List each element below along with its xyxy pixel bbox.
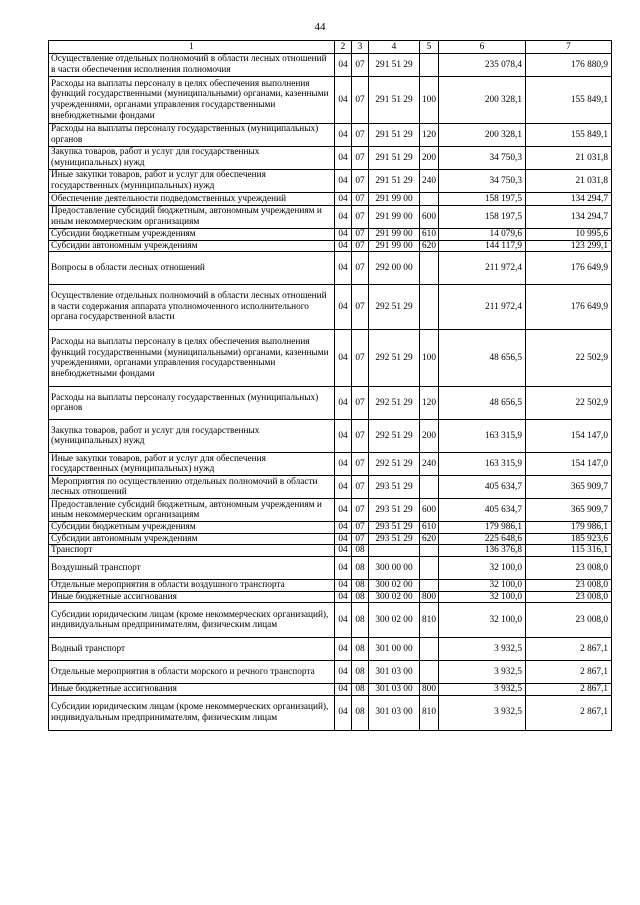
row-amount-col6: 34 750,3 bbox=[439, 170, 526, 193]
row-amount-col6: 48 656,5 bbox=[439, 387, 526, 420]
table-row bbox=[49, 124, 612, 147]
row-amount-col7: 155 849,1 bbox=[526, 124, 612, 147]
row-expense-type bbox=[420, 285, 439, 330]
row-amount-col7: 134 294,7 bbox=[526, 193, 612, 206]
row-target-article: 292 51 29 bbox=[369, 453, 420, 476]
row-section: 04 bbox=[335, 147, 352, 170]
row-expense-type bbox=[420, 193, 439, 206]
row-expense-type: 800 bbox=[420, 591, 439, 603]
row-amount-col6: 158 197,5 bbox=[439, 206, 526, 229]
row-amount-col6: 144 117,9 bbox=[439, 240, 526, 252]
row-section: 04 bbox=[335, 193, 352, 206]
table-row bbox=[49, 170, 612, 193]
row-expense-type: 800 bbox=[420, 684, 439, 696]
row-amount-col6: 3 932,5 bbox=[439, 661, 526, 684]
row-section: 04 bbox=[335, 695, 352, 730]
row-expense-type: 240 bbox=[420, 170, 439, 193]
row-section: 04 bbox=[335, 603, 352, 638]
row-expense-type bbox=[420, 252, 439, 285]
row-name: Предоставление субсидий бюджетным, автономным учреждениям и иным некоммерческим организациям bbox=[49, 499, 335, 522]
table-row bbox=[49, 476, 612, 499]
row-amount-col6: 32 100,0 bbox=[439, 591, 526, 603]
row-subsection: 08 bbox=[352, 545, 369, 557]
table-row bbox=[49, 695, 612, 730]
row-section: 04 bbox=[335, 499, 352, 522]
row-subsection: 07 bbox=[352, 453, 369, 476]
row-amount-col6: 136 376,8 bbox=[439, 545, 526, 557]
budget-table bbox=[48, 40, 612, 731]
row-section: 04 bbox=[335, 124, 352, 147]
row-subsection: 07 bbox=[352, 499, 369, 522]
table-row bbox=[49, 603, 612, 638]
row-amount-col6: 235 078,4 bbox=[439, 54, 526, 77]
header-row bbox=[49, 41, 612, 54]
row-amount-col7: 2 867,1 bbox=[526, 638, 612, 661]
column-header: 3 bbox=[352, 41, 369, 54]
table-row bbox=[49, 638, 612, 661]
row-name: Водный транспорт bbox=[49, 638, 335, 661]
row-target-article: 292 51 29 bbox=[369, 285, 420, 330]
row-amount-col7: 23 008,0 bbox=[526, 591, 612, 603]
row-target-article: 291 51 29 bbox=[369, 77, 420, 124]
table-row bbox=[49, 522, 612, 534]
row-target-article: 300 02 00 bbox=[369, 591, 420, 603]
row-target-article: 291 99 00 bbox=[369, 193, 420, 206]
row-amount-col6: 3 932,5 bbox=[439, 684, 526, 696]
row-expense-type: 200 bbox=[420, 420, 439, 453]
row-name: Обеспечение деятельности подведомственных учреждений bbox=[49, 193, 335, 206]
row-subsection: 07 bbox=[352, 330, 369, 387]
row-expense-type: 620 bbox=[420, 240, 439, 252]
table-row bbox=[49, 77, 612, 124]
row-name: Осуществление отдельных полномочий в области лесных отношений в части содержания аппарата уполномоченного исполнительного органа государственной власти bbox=[49, 285, 335, 330]
table-row bbox=[49, 420, 612, 453]
row-target-article: 291 51 29 bbox=[369, 147, 420, 170]
row-section: 04 bbox=[335, 240, 352, 252]
row-section: 04 bbox=[335, 661, 352, 684]
row-section: 04 bbox=[335, 533, 352, 545]
column-header: 2 bbox=[335, 41, 352, 54]
table-row bbox=[49, 579, 612, 591]
row-subsection: 07 bbox=[352, 206, 369, 229]
row-amount-col6: 3 932,5 bbox=[439, 695, 526, 730]
row-amount-col7: 23 008,0 bbox=[526, 579, 612, 591]
row-target-article: 291 51 29 bbox=[369, 54, 420, 77]
row-section: 04 bbox=[335, 522, 352, 534]
row-subsection: 07 bbox=[352, 533, 369, 545]
row-expense-type: 610 bbox=[420, 522, 439, 534]
row-target-article: 293 51 29 bbox=[369, 476, 420, 499]
row-expense-type: 120 bbox=[420, 387, 439, 420]
row-section: 04 bbox=[335, 591, 352, 603]
column-header: 4 bbox=[369, 41, 420, 54]
table-row bbox=[49, 193, 612, 206]
row-expense-type bbox=[420, 579, 439, 591]
row-amount-col6: 163 315,9 bbox=[439, 420, 526, 453]
row-expense-type bbox=[420, 54, 439, 77]
row-expense-type: 810 bbox=[420, 603, 439, 638]
row-target-article: 291 99 00 bbox=[369, 240, 420, 252]
table-row bbox=[49, 252, 612, 285]
table-row bbox=[49, 206, 612, 229]
row-amount-col6: 405 634,7 bbox=[439, 499, 526, 522]
row-target-article: 293 51 29 bbox=[369, 499, 420, 522]
row-expense-type: 120 bbox=[420, 124, 439, 147]
row-amount-col6: 158 197,5 bbox=[439, 193, 526, 206]
row-subsection: 07 bbox=[352, 124, 369, 147]
row-subsection: 08 bbox=[352, 556, 369, 579]
row-section: 04 bbox=[335, 684, 352, 696]
row-target-article: 300 00 00 bbox=[369, 556, 420, 579]
row-amount-col7: 2 867,1 bbox=[526, 684, 612, 696]
row-amount-col6: 32 100,0 bbox=[439, 556, 526, 579]
row-expense-type: 610 bbox=[420, 229, 439, 241]
row-expense-type bbox=[420, 556, 439, 579]
table-row bbox=[49, 330, 612, 387]
row-amount-col6: 163 315,9 bbox=[439, 453, 526, 476]
row-subsection: 08 bbox=[352, 579, 369, 591]
table-row bbox=[49, 229, 612, 241]
row-amount-col6: 225 648,6 bbox=[439, 533, 526, 545]
row-subsection: 07 bbox=[352, 476, 369, 499]
row-amount-col7: 179 986,1 bbox=[526, 522, 612, 534]
row-target-article: 300 02 00 bbox=[369, 579, 420, 591]
row-amount-col7: 23 008,0 bbox=[526, 603, 612, 638]
row-target-article: 301 00 00 bbox=[369, 638, 420, 661]
row-target-article: 291 99 00 bbox=[369, 206, 420, 229]
row-amount-col7: 23 008,0 bbox=[526, 556, 612, 579]
row-expense-type: 200 bbox=[420, 147, 439, 170]
row-subsection: 07 bbox=[352, 522, 369, 534]
row-section: 04 bbox=[335, 420, 352, 453]
row-target-article: 301 03 00 bbox=[369, 684, 420, 696]
row-target-article bbox=[369, 545, 420, 557]
row-section: 04 bbox=[335, 638, 352, 661]
row-subsection: 07 bbox=[352, 54, 369, 77]
row-name: Отдельные мероприятия в области морского и речного транспорта bbox=[49, 661, 335, 684]
row-subsection: 07 bbox=[352, 387, 369, 420]
row-amount-col7: 123 299,1 bbox=[526, 240, 612, 252]
row-amount-col7: 154 147,0 bbox=[526, 420, 612, 453]
table-row bbox=[49, 54, 612, 77]
table-row bbox=[49, 533, 612, 545]
row-expense-type bbox=[420, 545, 439, 557]
row-name: Расходы на выплаты персоналу в целях обеспечения выполнения функций государственными (муниципальными) органами, казенными учреждениями, органами управления государственными внебюджетными фондами bbox=[49, 77, 335, 124]
row-name: Расходы на выплаты персоналу государственных (муниципальных) органов bbox=[49, 387, 335, 420]
row-target-article: 291 51 29 bbox=[369, 170, 420, 193]
column-header: 6 bbox=[439, 41, 526, 54]
row-section: 04 bbox=[335, 252, 352, 285]
row-target-article: 293 51 29 bbox=[369, 522, 420, 534]
row-expense-type bbox=[420, 661, 439, 684]
row-subsection: 07 bbox=[352, 420, 369, 453]
row-subsection: 07 bbox=[352, 229, 369, 241]
row-amount-col6: 34 750,3 bbox=[439, 147, 526, 170]
table-row bbox=[49, 556, 612, 579]
row-name: Предоставление субсидий бюджетным, автономным учреждениям и иным некоммерческим организациям bbox=[49, 206, 335, 229]
row-section: 04 bbox=[335, 330, 352, 387]
row-amount-col7: 176 649,9 bbox=[526, 252, 612, 285]
row-section: 04 bbox=[335, 229, 352, 241]
row-subsection: 08 bbox=[352, 638, 369, 661]
row-section: 04 bbox=[335, 387, 352, 420]
column-header: 5 bbox=[420, 41, 439, 54]
row-expense-type: 600 bbox=[420, 499, 439, 522]
row-amount-col6: 179 986,1 bbox=[439, 522, 526, 534]
row-target-article: 293 51 29 bbox=[369, 533, 420, 545]
column-header: 1 bbox=[49, 41, 335, 54]
row-amount-col7: 176 880,9 bbox=[526, 54, 612, 77]
row-amount-col6: 32 100,0 bbox=[439, 579, 526, 591]
table-row bbox=[49, 147, 612, 170]
row-subsection: 08 bbox=[352, 661, 369, 684]
row-expense-type: 810 bbox=[420, 695, 439, 730]
table-row bbox=[49, 499, 612, 522]
row-section: 04 bbox=[335, 556, 352, 579]
row-expense-type: 600 bbox=[420, 206, 439, 229]
row-expense-type bbox=[420, 476, 439, 499]
row-section: 04 bbox=[335, 476, 352, 499]
row-subsection: 07 bbox=[352, 240, 369, 252]
row-subsection: 07 bbox=[352, 252, 369, 285]
row-amount-col7: 2 867,1 bbox=[526, 695, 612, 730]
row-amount-col6: 3 932,5 bbox=[439, 638, 526, 661]
row-subsection: 07 bbox=[352, 170, 369, 193]
row-amount-col7: 185 923,6 bbox=[526, 533, 612, 545]
row-section: 04 bbox=[335, 77, 352, 124]
row-amount-col7: 154 147,0 bbox=[526, 453, 612, 476]
row-name: Субсидии бюджетным учреждениям bbox=[49, 522, 335, 534]
row-amount-col7: 115 316,1 bbox=[526, 545, 612, 557]
row-section: 04 bbox=[335, 54, 352, 77]
row-subsection: 08 bbox=[352, 603, 369, 638]
row-target-article: 292 51 29 bbox=[369, 420, 420, 453]
row-amount-col7: 10 995,6 bbox=[526, 229, 612, 241]
row-amount-col7: 22 502,9 bbox=[526, 330, 612, 387]
row-amount-col6: 14 079,6 bbox=[439, 229, 526, 241]
row-expense-type: 620 bbox=[420, 533, 439, 545]
table-row bbox=[49, 684, 612, 696]
row-amount-col6: 405 634,7 bbox=[439, 476, 526, 499]
row-amount-col7: 365 909,7 bbox=[526, 499, 612, 522]
row-amount-col6: 200 328,1 bbox=[439, 77, 526, 124]
row-amount-col7: 21 031,8 bbox=[526, 170, 612, 193]
row-section: 04 bbox=[335, 453, 352, 476]
row-name: Субсидии бюджетным учреждениям bbox=[49, 229, 335, 241]
row-section: 04 bbox=[335, 545, 352, 557]
row-name: Иные бюджетные ассигнования bbox=[49, 684, 335, 696]
row-amount-col7: 134 294,7 bbox=[526, 206, 612, 229]
row-subsection: 07 bbox=[352, 77, 369, 124]
row-amount-col6: 48 656,5 bbox=[439, 330, 526, 387]
row-section: 04 bbox=[335, 579, 352, 591]
row-expense-type bbox=[420, 638, 439, 661]
column-header: 7 bbox=[526, 41, 612, 54]
row-amount-col6: 200 328,1 bbox=[439, 124, 526, 147]
row-section: 04 bbox=[335, 285, 352, 330]
row-name: Расходы на выплаты персоналу в целях обеспечения выполнения функций государственными (муниципальными) органами, казенными учреждениями, органами управления государственными внебюджетными фондами bbox=[49, 330, 335, 387]
row-target-article: 301 03 00 bbox=[369, 661, 420, 684]
row-expense-type: 240 bbox=[420, 453, 439, 476]
table-row bbox=[49, 240, 612, 252]
row-subsection: 08 bbox=[352, 695, 369, 730]
table-row bbox=[49, 453, 612, 476]
row-name: Вопросы в области лесных отношений bbox=[49, 252, 335, 285]
row-subsection: 07 bbox=[352, 193, 369, 206]
row-section: 04 bbox=[335, 206, 352, 229]
row-name: Субсидии юридическим лицам (кроме некоммерческих организаций), индивидуальным предпринимателям, физическим лицам bbox=[49, 603, 335, 638]
row-amount-col7: 365 909,7 bbox=[526, 476, 612, 499]
row-target-article: 301 03 00 bbox=[369, 695, 420, 730]
row-name: Иные бюджетные ассигнования bbox=[49, 591, 335, 603]
row-amount-col7: 2 867,1 bbox=[526, 661, 612, 684]
row-amount-col7: 21 031,8 bbox=[526, 147, 612, 170]
row-target-article: 292 51 29 bbox=[369, 330, 420, 387]
table-row bbox=[49, 545, 612, 557]
table-row bbox=[49, 591, 612, 603]
row-name: Иные закупки товаров, работ и услуг для обеспечения государственных (муниципальных) нужд bbox=[49, 170, 335, 193]
page-number: 44 bbox=[314, 21, 326, 33]
row-name: Закупка товаров, работ и услуг для государственных (муниципальных) нужд bbox=[49, 147, 335, 170]
row-name: Субсидии юридическим лицам (кроме некоммерческих организаций), индивидуальным предпринимателям, физическим лицам bbox=[49, 695, 335, 730]
table-row bbox=[49, 285, 612, 330]
table-row bbox=[49, 661, 612, 684]
row-amount-col6: 211 972,4 bbox=[439, 252, 526, 285]
row-amount-col7: 22 502,9 bbox=[526, 387, 612, 420]
row-name: Иные закупки товаров, работ и услуг для обеспечения государственных (муниципальных) нужд bbox=[49, 453, 335, 476]
row-name: Расходы на выплаты персоналу государственных (муниципальных) органов bbox=[49, 124, 335, 147]
row-name: Транспорт bbox=[49, 545, 335, 557]
row-name: Субсидии автономным учреждениям bbox=[49, 240, 335, 252]
row-section: 04 bbox=[335, 170, 352, 193]
row-amount-col7: 155 849,1 bbox=[526, 77, 612, 124]
row-name: Воздушный транспорт bbox=[49, 556, 335, 579]
row-name: Мероприятия по осуществлению отдельных полномочий в области лесных отношений bbox=[49, 476, 335, 499]
row-name: Субсидии автономным учреждениям bbox=[49, 533, 335, 545]
table-row bbox=[49, 387, 612, 420]
row-name: Отдельные мероприятия в области воздушного транспорта bbox=[49, 579, 335, 591]
row-target-article: 300 02 00 bbox=[369, 603, 420, 638]
row-amount-col6: 211 972,4 bbox=[439, 285, 526, 330]
row-amount-col7: 176 649,9 bbox=[526, 285, 612, 330]
row-name: Закупка товаров, работ и услуг для государственных (муниципальных) нужд bbox=[49, 420, 335, 453]
row-target-article: 292 51 29 bbox=[369, 387, 420, 420]
row-amount-col6: 32 100,0 bbox=[439, 603, 526, 638]
row-subsection: 08 bbox=[352, 684, 369, 696]
row-expense-type: 100 bbox=[420, 77, 439, 124]
row-subsection: 07 bbox=[352, 147, 369, 170]
row-subsection: 08 bbox=[352, 591, 369, 603]
row-name: Осуществление отдельных полномочий в области лесных отношений в части обеспечения исполнения полномочия bbox=[49, 54, 335, 77]
row-target-article: 292 00 00 bbox=[369, 252, 420, 285]
row-target-article: 291 99 00 bbox=[369, 229, 420, 241]
row-target-article: 291 51 29 bbox=[369, 124, 420, 147]
row-expense-type: 100 bbox=[420, 330, 439, 387]
row-subsection: 07 bbox=[352, 285, 369, 330]
